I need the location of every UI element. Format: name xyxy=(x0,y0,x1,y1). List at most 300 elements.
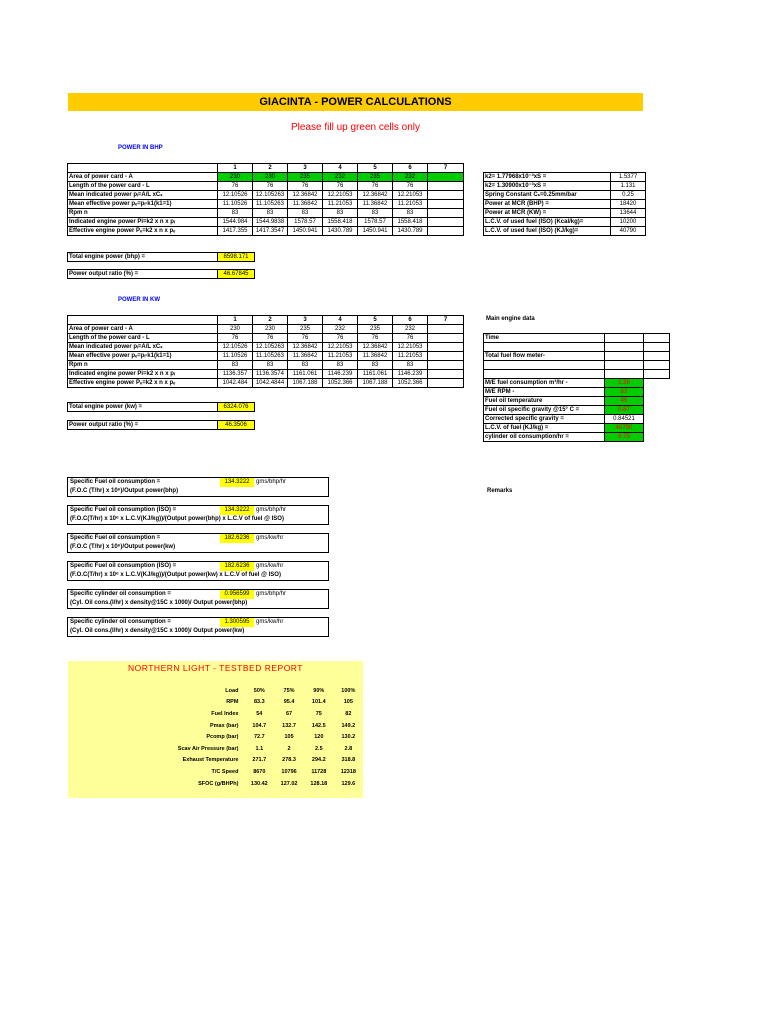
kw-cell: 12.21053 xyxy=(323,343,358,352)
spacer xyxy=(644,406,670,415)
bhp-row-effective xyxy=(68,227,464,236)
kw-cell: 1067.188 xyxy=(288,379,323,388)
kw-cell: 76 xyxy=(323,334,358,343)
remarks-label: Remarks xyxy=(487,488,513,494)
bhp-area-cell-4[interactable]: 232 xyxy=(323,173,358,182)
bhp-cell: 1450.941 xyxy=(288,227,323,236)
bhp-ratio-label: Power output ratio (%) = xyxy=(68,270,218,279)
constant-row xyxy=(484,218,646,227)
kw-cell: 76 xyxy=(358,334,393,343)
flow-cell[interactable] xyxy=(644,352,670,361)
testbed-table xyxy=(158,685,363,789)
cyl-oil-kw-unit: gms/kw/hr xyxy=(256,619,284,625)
sfoc-kw-title: Specific Fuel oil consumption = xyxy=(70,535,161,541)
kw-header-blank xyxy=(68,316,218,325)
bhp-cell: 1558.418 xyxy=(393,218,428,227)
kw-cell: 83 xyxy=(358,361,393,370)
testbed-cell: 105 xyxy=(343,699,353,706)
kw-cell: 12.36842 xyxy=(358,343,393,352)
bhp-cell xyxy=(428,209,464,218)
kw-cell: 11.105263 xyxy=(253,352,288,361)
bhp-cell: 76 xyxy=(288,182,323,191)
fill-instruction: Please fill up green cells only xyxy=(291,122,420,133)
testbed-row xyxy=(158,697,363,709)
bhp-cell: 1417.3547 xyxy=(253,227,288,236)
cyl-oil-value[interactable]: 6.75 xyxy=(605,433,644,442)
bhp-row-label: Indicated engine power Pi=k2 x n x pᵢ xyxy=(68,218,218,227)
kw-cell: 12.36842 xyxy=(288,343,323,352)
bhp-total-table xyxy=(67,252,255,262)
bhp-col-3: 3 xyxy=(288,164,323,173)
cyl-oil-kw-title: Specific cylinder oil consumption = xyxy=(70,619,171,625)
bhp-row-label: Area of power card - A xyxy=(68,173,218,182)
bhp-cell: 76 xyxy=(323,182,358,191)
bhp-cell: 1578.57 xyxy=(358,218,393,227)
kw-cell: 76 xyxy=(393,334,428,343)
kw-cell: 230 xyxy=(218,325,253,334)
sfoc-bhp-title: Specific Fuel oil consumption = xyxy=(70,479,161,485)
testbed-cell: 10796 xyxy=(281,768,297,775)
testbed-row-label: RPM xyxy=(226,699,239,706)
bhp-cell: 11.105263 xyxy=(253,200,288,209)
me-fuel-consumption-row xyxy=(484,379,670,388)
cyl-oil-bhp-value: 0.956599 xyxy=(220,590,254,599)
testbed-row xyxy=(158,743,363,755)
bhp-col-2: 2 xyxy=(253,164,288,173)
testbed-header-label: Load xyxy=(225,687,239,694)
bhp-row-mep xyxy=(68,200,464,209)
main-engine-label: Main engine data xyxy=(486,316,535,322)
sfoc-bhp-iso-value: 134.3222 xyxy=(220,506,254,515)
testbed-report-panel xyxy=(68,661,363,798)
bhp-total-row xyxy=(68,253,255,262)
kw-row-indicated xyxy=(68,370,464,379)
bhp-row-label: Effective engine power Pₑ=k2 x n x pₑ xyxy=(68,227,218,236)
testbed-row xyxy=(158,766,363,778)
testbed-cell: 149.2 xyxy=(341,722,356,729)
bhp-row-area xyxy=(68,173,464,182)
bhp-area-cell-5[interactable]: 235 xyxy=(358,173,393,182)
testbed-cell: 278.3 xyxy=(282,757,296,764)
time-cell[interactable] xyxy=(644,334,670,343)
testbed-row xyxy=(158,755,363,767)
testbed-cell: 128.18 xyxy=(310,780,328,787)
bhp-row-label: Length of the power card - L xyxy=(68,182,218,191)
blank-cell xyxy=(484,361,605,370)
spacer xyxy=(644,397,670,406)
bhp-area-cell-1[interactable]: 230 xyxy=(218,173,253,182)
me-rpm-value[interactable]: 83 xyxy=(605,388,644,397)
me-rpm-row xyxy=(484,388,670,397)
blank-cell xyxy=(644,343,670,352)
kw-cell: 1052.366 xyxy=(393,379,428,388)
bhp-cell: 83 xyxy=(323,209,358,218)
kw-row-rpm xyxy=(68,361,464,370)
bhp-col-5: 5 xyxy=(358,164,393,173)
spacer xyxy=(644,433,670,442)
testbed-row-label: Pmax (bar) xyxy=(210,722,239,729)
testbed-cell: 294.2 xyxy=(311,757,326,764)
kw-cell xyxy=(428,352,464,361)
constant-row xyxy=(484,182,646,191)
bhp-col-7: 7 xyxy=(428,164,464,173)
testbed-cell: 82 xyxy=(345,710,352,717)
constant-value: 40790 xyxy=(611,227,646,236)
kw-cell: 11.21053 xyxy=(323,352,358,361)
lcv-row xyxy=(484,424,670,433)
constant-label: k2= 1.30900x10⁻³xS = xyxy=(484,182,611,191)
kw-cell: 1136.357 xyxy=(218,370,253,379)
testbed-row-label: Exhaust Temperature xyxy=(182,757,239,764)
time-row xyxy=(484,334,670,343)
bhp-col-6: 6 xyxy=(393,164,428,173)
kw-cell: 83 xyxy=(323,361,358,370)
bhp-col-4: 4 xyxy=(323,164,358,173)
kw-total-value: 6324.076 xyxy=(218,403,255,412)
bhp-cell: 76 xyxy=(253,182,288,191)
bhp-total-value: 8598.171 xyxy=(218,253,255,262)
bhp-cell: 83 xyxy=(218,209,253,218)
bhp-row-length xyxy=(68,182,464,191)
testbed-cell: 130.2 xyxy=(341,734,356,741)
main-engine-table xyxy=(483,333,670,442)
spacer xyxy=(644,379,670,388)
testbed-report-title: NORTHERN LIGHT - TESTBED REPORT xyxy=(128,663,303,673)
blank-cell xyxy=(484,370,605,379)
corrected-gravity-value: 0.84521 xyxy=(605,415,644,424)
bhp-cell: 11.36842 xyxy=(288,200,323,209)
cyl-oil-row xyxy=(484,433,670,442)
kw-cell xyxy=(428,379,464,388)
cyl-oil-kw-box xyxy=(67,617,329,637)
kw-cell: 11.36842 xyxy=(288,352,323,361)
testbed-cell: 105 xyxy=(284,734,294,741)
constant-label: Spring Constant Cₛ=0.25mm/bar xyxy=(484,191,611,200)
bhp-cell xyxy=(428,218,464,227)
sfoc-kw-unit: gms/kw/hr xyxy=(256,535,284,541)
kw-cell: 1146.239 xyxy=(323,370,358,379)
sfoc-kw-formula: (F.O.C (T/hr) x 10⁶)/Output power(kw) xyxy=(70,544,176,550)
constant-label: Power at MCR (KW) = xyxy=(484,209,611,218)
cyl-oil-kw-value: 1.300595 xyxy=(220,618,254,627)
testbed-cell: 72.7 xyxy=(253,734,265,741)
bhp-cell: 83 xyxy=(358,209,393,218)
sfoc-bhp-value: 134.3222 xyxy=(220,478,254,487)
kw-col-3: 3 xyxy=(288,316,323,325)
sfoc-bhp-formula: (F.O.C (T/hr) x 10⁶)/Output power(bhp) xyxy=(70,488,179,494)
kw-ratio-row xyxy=(68,421,255,430)
corrected-gravity-label: Corrected specific gravity = xyxy=(484,415,605,424)
kw-cell: 232 xyxy=(393,325,428,334)
constant-row xyxy=(484,173,646,182)
bhp-cell: 12.36842 xyxy=(288,191,323,200)
specific-gravity-row xyxy=(484,406,670,415)
kw-cell: 1161.061 xyxy=(288,370,323,379)
kw-col-6: 6 xyxy=(393,316,428,325)
kw-cell: 1161.061 xyxy=(358,370,393,379)
blank-row xyxy=(484,343,670,352)
testbed-row xyxy=(158,731,363,743)
testbed-cell: 2.8 xyxy=(344,745,353,752)
kw-cell: 1042.484 xyxy=(218,379,253,388)
kw-col-2: 2 xyxy=(253,316,288,325)
sfoc-bhp-iso-unit: gms/bhp/hr xyxy=(256,507,287,513)
bhp-cell: 1544.9838 xyxy=(253,218,288,227)
sfoc-bhp-line1 xyxy=(68,478,328,487)
testbed-row-label: Pcomp (bar) xyxy=(206,734,239,741)
bhp-cell xyxy=(428,200,464,209)
testbed-load: 75% xyxy=(283,687,295,694)
testbed-row xyxy=(158,720,363,732)
testbed-row-label: Scav Air Pressure (bar) xyxy=(177,745,239,752)
kw-cell: 1042.4844 xyxy=(253,379,288,388)
bhp-cell: 12.36842 xyxy=(358,191,393,200)
kw-row-label: Area of power card - A xyxy=(68,325,218,334)
sfoc-kw-iso-line1 xyxy=(68,562,328,571)
kw-section-label: POWER IN KW xyxy=(118,297,160,303)
kw-cell: 232 xyxy=(323,325,358,334)
testbed-cell: 132.7 xyxy=(282,722,296,729)
spacer xyxy=(644,388,670,397)
kw-cell: 12.10526 xyxy=(218,343,253,352)
flow-cell[interactable] xyxy=(605,352,644,361)
testbed-cell: 104.7 xyxy=(252,722,267,729)
time-label: Time xyxy=(484,334,605,343)
constant-value: 0.25 xyxy=(611,191,646,200)
cyl-oil-bhp-box xyxy=(67,589,329,609)
bhp-row-label: Mean effective power pₑ=pᵢ-k1(k1=1) xyxy=(68,200,218,209)
blank-cell xyxy=(644,361,670,370)
sfoc-bhp-iso-line1 xyxy=(68,506,328,515)
bhp-cell xyxy=(428,227,464,236)
kw-row-label: Length of the power card - L xyxy=(68,334,218,343)
bhp-cell: 12.105263 xyxy=(253,191,288,200)
kw-row-effective xyxy=(68,379,464,388)
kw-col-1: 1 xyxy=(218,316,253,325)
kw-cell xyxy=(428,343,464,352)
corrected-gravity-row xyxy=(484,415,670,424)
sfoc-kw-line1 xyxy=(68,534,328,543)
bhp-area-cell-2[interactable]: 230 xyxy=(253,173,288,182)
constant-label: Power at MCR (BHP) = xyxy=(484,200,611,209)
sfoc-kw-box xyxy=(67,533,329,553)
bhp-cell: 83 xyxy=(288,209,323,218)
kw-cell xyxy=(428,361,464,370)
blank-cell xyxy=(644,370,670,379)
kw-row-length xyxy=(68,334,464,343)
testbed-cell: 129.6 xyxy=(341,780,356,787)
bhp-cell: 76 xyxy=(358,182,393,191)
sfoc-bhp-iso-formula: (F.O.C(T/hr) x 10⁶ x L.C.V(KJ/kg))/(Output power(bhp) x L.C.V of fuel @ ISO) xyxy=(70,516,284,522)
testbed-load: 50% xyxy=(253,687,265,694)
bhp-ratio-row xyxy=(68,270,255,279)
testbed-header-row xyxy=(158,685,363,697)
constant-value: 13644 xyxy=(611,209,646,218)
kw-header-row xyxy=(68,316,464,325)
sfoc-kw-iso-title: Specific Fuel oil consumption (ISO) = xyxy=(70,563,177,569)
blank-row xyxy=(484,361,670,370)
kw-ratio-label: Power output ratio (%) = xyxy=(68,421,218,430)
testbed-cell: 1.1 xyxy=(255,745,264,752)
bhp-cell: 1544.984 xyxy=(218,218,253,227)
me-fuel-consumption-value[interactable]: 1.36 xyxy=(605,379,644,388)
bhp-section-label: POWER IN BHP xyxy=(118,145,163,151)
constants-table xyxy=(483,172,646,236)
sfoc-bhp-unit: gms/bhp/hr xyxy=(256,479,287,485)
bhp-col-1: 1 xyxy=(218,164,253,173)
bhp-cell: 11.10526 xyxy=(218,200,253,209)
kw-cell xyxy=(428,370,464,379)
bhp-cell: 76 xyxy=(393,182,428,191)
testbed-row-label: SFOC (g/BHPh) xyxy=(198,780,239,787)
bhp-row-mip xyxy=(68,191,464,200)
blank-row xyxy=(484,370,670,379)
bhp-total-label: Total engine power (bhp) = xyxy=(68,253,218,262)
bhp-row-label: Rpm n xyxy=(68,209,218,218)
kw-row-mep xyxy=(68,352,464,361)
kw-ratio-value: 46.3506 xyxy=(218,421,255,430)
bhp-cell: 1450.941 xyxy=(358,227,393,236)
testbed-row xyxy=(158,778,363,790)
bhp-cell: 1430.789 xyxy=(323,227,358,236)
testbed-load: 100% xyxy=(341,687,356,694)
constant-row xyxy=(484,227,646,236)
kw-cell: 11.10526 xyxy=(218,352,253,361)
kw-cell: 83 xyxy=(253,361,288,370)
sfoc-kw-iso-value: 182.6236 xyxy=(220,562,254,571)
kw-row-label: Mean effective power pₑ=pᵢ-k1(k1=1) xyxy=(68,352,218,361)
kw-cell xyxy=(428,334,464,343)
testbed-cell: 11728 xyxy=(311,768,327,775)
kw-cell: 12.21053 xyxy=(393,343,428,352)
bhp-table xyxy=(67,163,464,236)
kw-cell: 12.105263 xyxy=(253,343,288,352)
kw-cell: 235 xyxy=(358,325,393,334)
constant-value: 1.131 xyxy=(611,182,646,191)
testbed-row xyxy=(158,708,363,720)
constant-value: 10200 xyxy=(611,218,646,227)
testbed-cell: 101.4 xyxy=(311,699,326,706)
bhp-cell: 1558.418 xyxy=(323,218,358,227)
bhp-cell: 12.21053 xyxy=(393,191,428,200)
cyl-oil-bhp-title: Specific cylinder oil consumption = xyxy=(70,591,171,597)
cyl-oil-bhp-unit: gms/bhp/hr xyxy=(256,591,287,597)
kw-cell: 83 xyxy=(218,361,253,370)
kw-ratio-table xyxy=(67,420,255,430)
specific-gravity-label: Fuel oil specific gravity @15° C = xyxy=(484,406,605,415)
testbed-load: 90% xyxy=(313,687,325,694)
constant-row xyxy=(484,209,646,218)
kw-cell: 1067.188 xyxy=(358,379,393,388)
bhp-area-cell-3[interactable]: 235 xyxy=(288,173,323,182)
kw-cell: 11.36842 xyxy=(358,352,393,361)
flow-meter-row xyxy=(484,352,670,361)
constant-label: k2= 1.77968x10⁻³xS = xyxy=(484,173,611,182)
spacer xyxy=(644,424,670,433)
cyl-oil-kw-line1 xyxy=(68,618,328,627)
bhp-cell: 11.21053 xyxy=(393,200,428,209)
bhp-cell xyxy=(428,182,464,191)
testbed-cell: 271.7 xyxy=(252,757,267,764)
testbed-cell: 95.4 xyxy=(283,699,295,706)
fuel-temp-row xyxy=(484,397,670,406)
bhp-area-cell-7[interactable] xyxy=(428,173,464,182)
constant-row xyxy=(484,191,646,200)
sfoc-kw-iso-box xyxy=(67,561,329,581)
blank-cell xyxy=(605,370,644,379)
sfoc-bhp-box xyxy=(67,477,329,497)
blank-cell xyxy=(605,343,644,352)
cyl-oil-bhp-formula: (Cyl. Oil cons.(l/hr) x density@15C x 1000)/ Output power(bhp) xyxy=(70,600,248,606)
lcv-value[interactable]: 40790 xyxy=(605,424,644,433)
bhp-cell: 12.10526 xyxy=(218,191,253,200)
kw-col-7: 7 xyxy=(428,316,464,325)
testbed-cell: 83.3 xyxy=(253,699,265,706)
constant-value: 18420 xyxy=(611,200,646,209)
bhp-ratio-table xyxy=(67,269,255,279)
cyl-oil-label: cylinder oil consumption/hr = xyxy=(484,433,605,442)
testbed-row-label: Fuel Index xyxy=(211,710,239,717)
testbed-cell: 142.5 xyxy=(311,722,326,729)
bhp-header-blank xyxy=(68,164,218,173)
specific-gravity-value[interactable]: 0.87 xyxy=(605,406,644,415)
bhp-cell xyxy=(428,191,464,200)
fuel-temp-value[interactable]: 45 xyxy=(605,397,644,406)
kw-row-label: Mean indicated power pᵢ=A/L xCₛ xyxy=(68,343,218,352)
bhp-ratio-value: 46.67845 xyxy=(218,270,255,279)
fuel-temp-label: Fuel oil temperature xyxy=(484,397,605,406)
constant-label: L.C.V. of used fuel (ISO) (Kcal/kg)= xyxy=(484,218,611,227)
time-cell[interactable] xyxy=(605,334,644,343)
kw-total-table xyxy=(67,402,255,412)
blank-cell xyxy=(484,343,605,352)
testbed-cell: 318.8 xyxy=(341,757,356,764)
bhp-cell: 1430.789 xyxy=(393,227,428,236)
kw-cell: 235 xyxy=(288,325,323,334)
kw-cell: 76 xyxy=(253,334,288,343)
sfoc-kw-iso-formula: (F.O.C(T/hr) x 10⁶ x L.C.V(KJ/kg))/(Output power(kw) x L.C.V of fuel @ ISO) xyxy=(70,572,281,578)
bhp-area-cell-6[interactable]: 232 xyxy=(393,173,428,182)
cyl-oil-bhp-line1 xyxy=(68,590,328,599)
constant-row xyxy=(484,200,646,209)
me-rpm-label: M/E RPM - xyxy=(484,388,605,397)
kw-cell: 76 xyxy=(288,334,323,343)
kw-cell: 76 xyxy=(218,334,253,343)
page-title: GIACINTA - POWER CALCULATIONS xyxy=(68,93,643,111)
sfoc-bhp-iso-title: Specific Fuel oil consumption (ISO) = xyxy=(70,507,177,513)
constant-label: L.C.V. of used fuel (ISO) (KJ/kg)= xyxy=(484,227,611,236)
sfoc-bhp-iso-box xyxy=(67,505,329,525)
kw-cell: 11.21053 xyxy=(393,352,428,361)
bhp-header-row xyxy=(68,164,464,173)
kw-row-label: Effective engine power Pₑ=k2 x n x pₑ xyxy=(68,379,218,388)
bhp-cell: 1417.355 xyxy=(218,227,253,236)
cyl-oil-kw-formula: (Cyl. Oil cons.(l/hr) x density@15C x 1000)/ Output power(kw) xyxy=(70,628,245,634)
kw-cell: 230 xyxy=(253,325,288,334)
bhp-cell: 76 xyxy=(218,182,253,191)
bhp-cell: 83 xyxy=(253,209,288,218)
testbed-row-label: T/C Speed xyxy=(211,768,239,775)
testbed-cell: 127.02 xyxy=(280,780,298,787)
testbed-cell: 8670 xyxy=(253,768,266,775)
bhp-row-rpm xyxy=(68,209,464,218)
kw-cell: 1052.366 xyxy=(323,379,358,388)
kw-col-5: 5 xyxy=(358,316,393,325)
kw-row-area xyxy=(68,325,464,334)
testbed-cell: 130.42 xyxy=(250,780,268,787)
bhp-cell: 1578.57 xyxy=(288,218,323,227)
testbed-cell: 2 xyxy=(287,745,291,752)
